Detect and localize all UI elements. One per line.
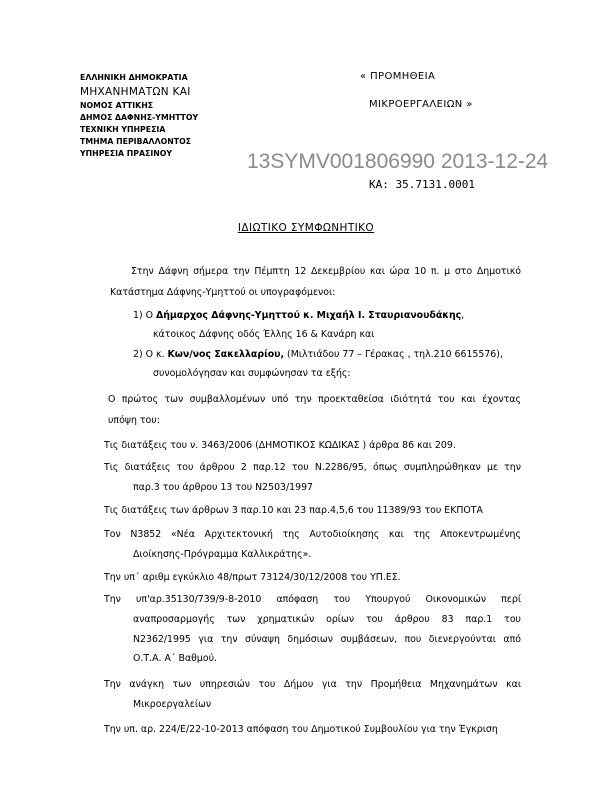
header-technical-service: ΤΕΧΝΙΚΗ ΥΠΗΡΕΣΙΑ	[80, 125, 166, 134]
header-environment-dept: ΤΜΗΜΑ ΠΕΡΙΒΑΛΛΟΝΤΟΣ	[80, 137, 192, 146]
provision-2-line1: Τις διατάξεις του άρθρου 2 παρ.12 του Ν.2286/95, όπως συμπληρώθηκαν με την	[104, 462, 521, 473]
provision-5: Την υπ΄ αριθμ εγκύκλιο 48/πρωτ 73124/30/12/2008 του ΥΠ.ΕΣ.	[104, 572, 401, 583]
first-party-line2: υπόψη του:	[108, 415, 160, 426]
provision-6-line4: Ο.Τ.Α. Α΄ Βαθμού.	[133, 653, 217, 664]
header-municipality: ΔΗΜΟΣ ΔΑΦΝΗΣ-ΥΜΗΤΤΟΥ	[80, 113, 199, 122]
header-right-line1: « ΠΡΟΜΗΘΕΙΑ	[360, 71, 436, 82]
watermark-id: 13SYMV001806990 2013-12-24	[247, 150, 549, 173]
provision-1: Τις διατάξεις του ν. 3463/2006 (ΔΗΜΟΤΙΚΟΣ ΚΩΔΙΚΑΣ ) άρθρα 86 και 209.	[104, 440, 456, 451]
header-country: ΕΛΛΗΝΙΚΗ ΔΗΜΟΚΡΑΤΙΑ	[80, 73, 188, 82]
provision-6-line3: Ν2362/1995 για την σύναψη δημόσιων συμβάσεων, που διενεργούνται από	[133, 634, 521, 645]
provision-6-line2: αναπροσαρμογής των χρηματικών ορίων του άρθρου 83 παρ.1 του	[133, 614, 521, 625]
provision-8: Την υπ. αρ. 224/Ε/22-10-2013 απόφαση του Δημοτικού Συμβουλίου για την Έγκριση	[104, 724, 498, 735]
party2-line1	[133, 349, 503, 361]
provision-4-line1: Τον Ν3852 «Νέα Αρχιτεκτονική της Αυτοδιοίκησης και της Αποκεντρωμένης	[104, 529, 521, 540]
party2-line2: συνομολόγησαν και συμφώνησαν τα εξής:	[153, 368, 351, 379]
party1-name: Δήμαρχος Δάφνης-Υμηττού κ. Μιχαήλ Ι. Σταυριανουδάκης	[155, 310, 462, 321]
header-subject: ΜΗΧΑΝΗΜΑΤΩΝ ΚΑΙ	[80, 86, 191, 98]
provision-6-line1: Την υπ'αρ.35130/739/9-8-2010 απόφαση του Υπουργού Οικονομικών περί	[104, 594, 521, 605]
party2-number: 2) Ο κ.	[133, 349, 165, 360]
party1-number: 1) Ο	[133, 310, 153, 321]
provision-3: Τις διατάξεις των άρθρων 3 παρ.10 και 23 παρ.4,5,6 του 11389/93 του ΕΚΠΟΤΑ	[104, 505, 483, 516]
intro-line1: Στην Δάφνη σήμερα την Πέμπτη 12 Δεκεμβρίου και ώρα 10 π. μ στο Δημοτικό	[131, 266, 521, 277]
party1-line1	[133, 310, 464, 322]
party2-details: (Μιλτιάδου 77 – Γέρακας , τηλ.210 6615576),	[287, 349, 503, 360]
header-prefecture: ΝΟΜΟΣ ΑΤΤΙΚΗΣ	[80, 101, 154, 110]
provision-2-line2: παρ.3 του άρθρου 13 του Ν2503/1997	[133, 482, 314, 493]
first-party-line1: Ο πρώτος των συμβαλλομένων υπό την προεκταθείσα ιδιότητά του και έχοντας	[108, 394, 521, 405]
provision-7-line2: Μικροεργαλείων	[133, 699, 212, 710]
header-right-line2: ΜΙΚΡΟΕΡΓΑΛΕΙΩΝ »	[369, 99, 473, 110]
budget-code: ΚΑ: 35.7131.0001	[369, 178, 475, 191]
intro-line2: Κατάστημα Δάφνης-Υμηττού οι υπογραφόμενοι:	[110, 287, 336, 298]
header-green-service: ΥΠΗΡΕΣΙΑ ΠΡΑΣΙΝΟΥ	[80, 149, 173, 158]
provision-4-line2: Διοίκησης-Πρόγραμμα Καλλικράτης».	[133, 549, 312, 560]
party2-name: Κων/νος Σακελλαρίου,	[167, 349, 285, 360]
party1-comma: ,	[461, 310, 465, 321]
document-title: ΙΔΙΩΤΙΚΟ ΣΥΜΦΩΝΗΤΙΚΟ	[237, 222, 375, 234]
provision-7-line1: Την ανάγκη των υπηρεσιών του Δήμου για την Προμήθεια Μηχανημάτων και	[104, 679, 521, 690]
party1-line2: κάτοικος Δάφνης οδός Έλλης 16 & Κανάρη και	[153, 329, 375, 340]
